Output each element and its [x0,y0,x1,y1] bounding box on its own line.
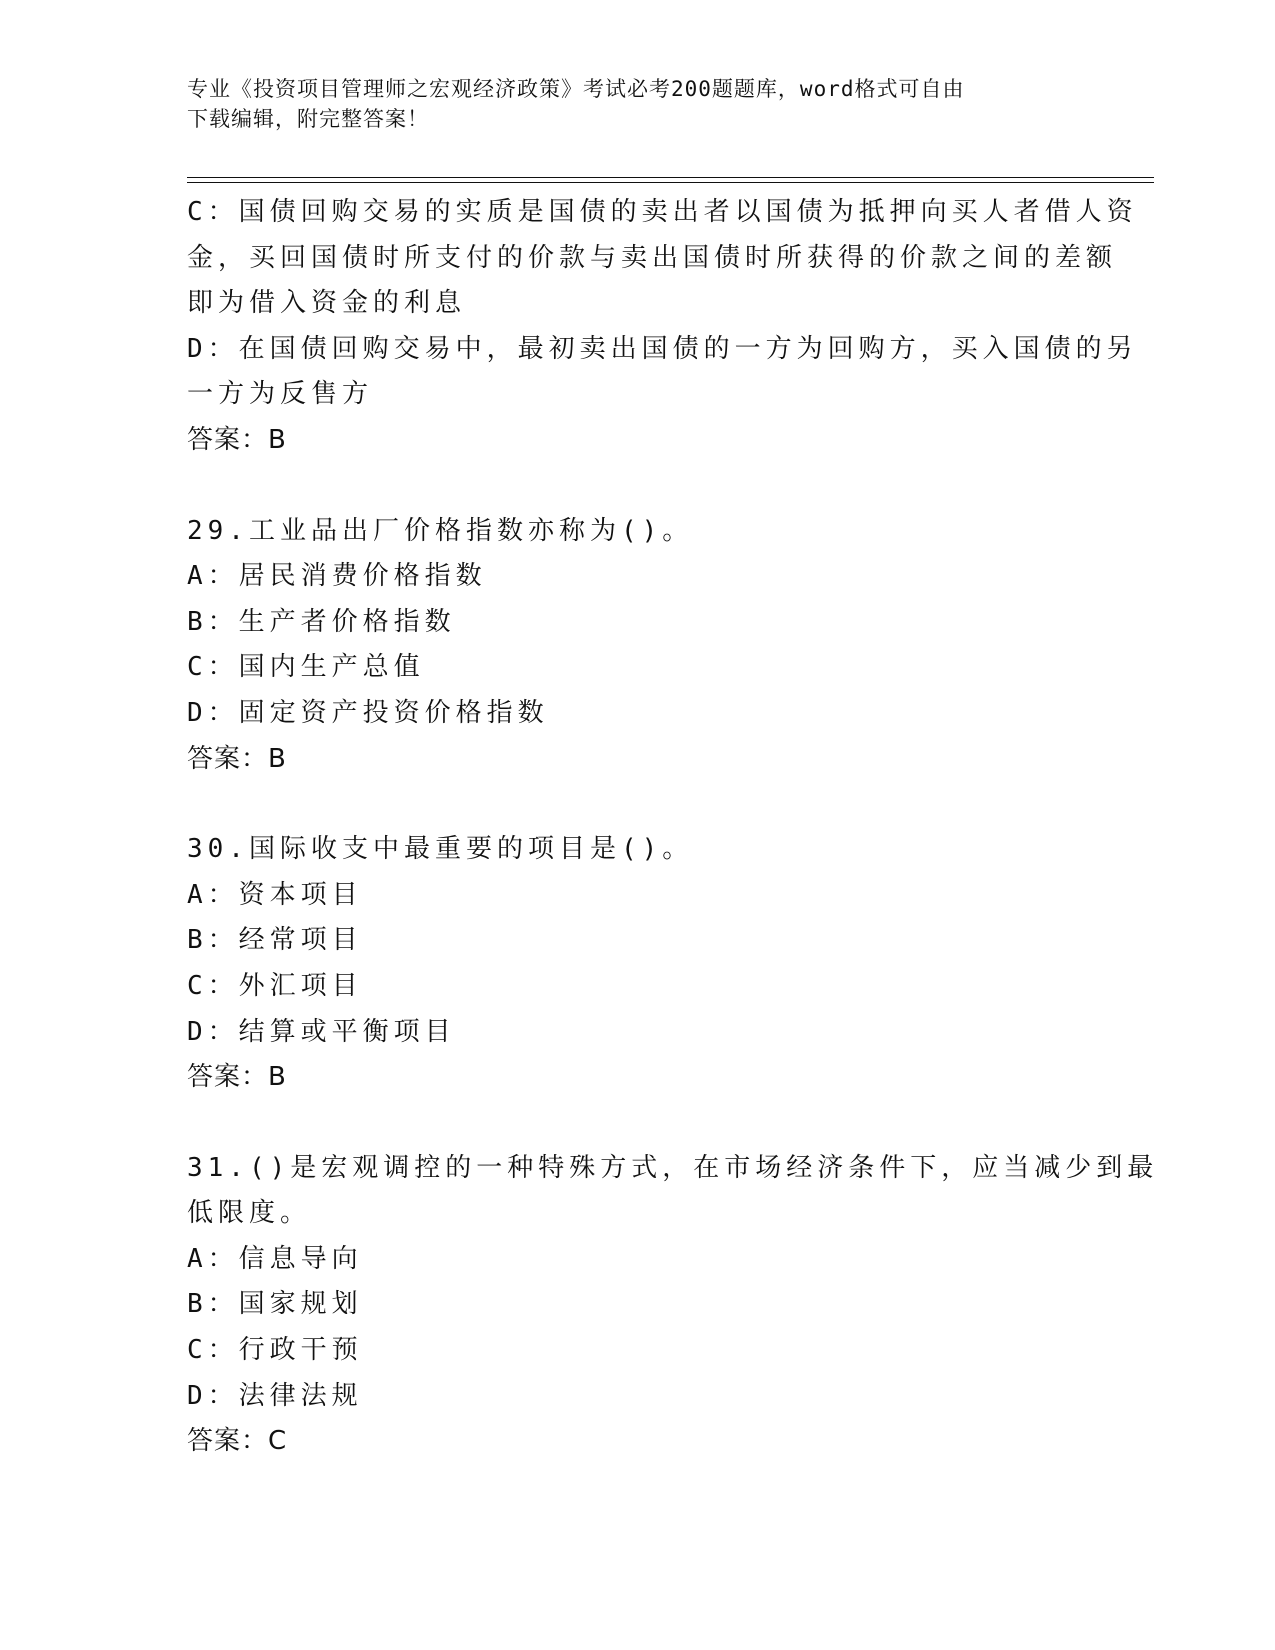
option-c-line-2: 金，买回国债时所支付的价款与卖出国债时所获得的价款之间的差额 [187,242,1118,273]
question-spacer [187,782,1087,827]
header-line-2: 下载编辑，附完整答案！ [187,107,429,131]
answer-line: 答案：B [187,1062,287,1093]
option-c-line-3: 即为借入资金的利息 [187,288,467,319]
answer-line: 答案：B [187,743,287,774]
option-a: A：资本项目 [187,879,363,910]
option-c: C：行政干预 [187,1335,363,1366]
previous-question-tail [187,190,1138,464]
question-stem: 29.工业品出厂价格指数亦称为()。 [187,515,694,546]
option-d: D：法律法规 [187,1380,363,1411]
option-c: C：国内生产总值 [187,652,425,683]
header-divider-bottom [187,182,1154,183]
option-a: A：居民消费价格指数 [187,561,487,592]
question-30 [187,827,1087,1101]
question-29 [187,509,1087,783]
question-spacer [187,1101,1087,1146]
question-stem-line-2: 低限度。 [187,1198,312,1229]
option-c-line-1: C：国债回购交易的实质是国债的卖出者以国债为抵押向买人者借人资 [187,197,1138,227]
header-line-1: 专业《投资项目管理师之宏观经济政策》考试必考200题题库，word格式可自由 [187,77,965,101]
option-c: C：外汇项目 [187,970,363,1001]
option-b: B：经常项目 [187,925,363,956]
answer-line: 答案：B [187,424,287,455]
option-b: B：国家规划 [187,1289,363,1320]
option-d: D：固定资产投资价格指数 [187,697,549,728]
option-a: A：信息导向 [187,1243,363,1274]
header-divider-top [187,177,1154,178]
answer-line: 答案：C [187,1426,288,1457]
question-31 [187,1146,1159,1465]
document-header [187,74,1067,134]
question-stem-line-1: 31.()是宏观调控的一种特殊方式，在市场经济条件下，应当减少到最 [187,1152,1159,1183]
option-b: B：生产者价格指数 [187,606,456,637]
question-content [187,190,1159,1465]
option-d: D：结算或平衡项目 [187,1016,456,1047]
option-d-line-2: 一方为反售方 [187,379,374,410]
question-spacer [187,464,1087,509]
question-stem: 30.国际收支中最重要的项目是()。 [187,834,694,865]
option-d-line-1: D：在国债回购交易中，最初卖出国债的一方为回购方，买入国债的另 [187,333,1138,364]
